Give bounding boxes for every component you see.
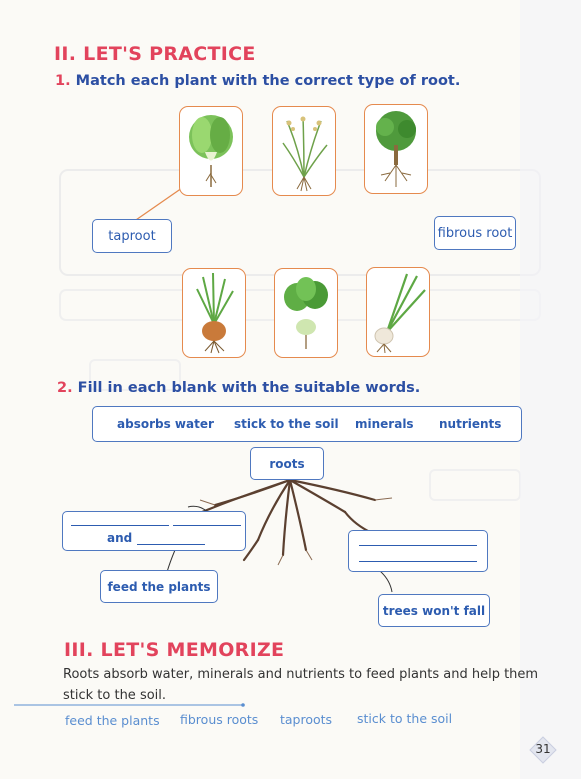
- memorize-line-1: Roots absorb water, minerals and nutrients to feed plants and help them: [63, 667, 539, 682]
- section-title-memorize: III. LET'S MEMORIZE: [64, 639, 285, 661]
- task-1-text: Match each plant with the correct type of root.: [75, 73, 461, 89]
- fibrous-root-box[interactable]: fibrous root: [434, 216, 516, 250]
- word-bank-item[interactable]: absorbs water: [117, 417, 214, 431]
- trees-wont-fall-box: trees won't fall: [378, 594, 490, 627]
- page-number: 31: [535, 742, 551, 756]
- option-stick-to-the-soil[interactable]: stick to the soil: [357, 711, 453, 726]
- word-bank-item[interactable]: stick to the soil: [234, 417, 339, 431]
- task-2-text: Fill in each blank with the suitable words.: [77, 380, 421, 396]
- page-number-badge: [529, 736, 557, 764]
- word-bank-item[interactable]: minerals: [355, 417, 414, 431]
- option-taproots[interactable]: taproots: [280, 712, 333, 727]
- feed-the-plants-box: feed the plants: [100, 570, 218, 603]
- memorize-line-2: stick to the soil.: [63, 688, 167, 703]
- option-fibrous-roots[interactable]: fibrous roots: [180, 712, 259, 727]
- word-bank-item[interactable]: nutrients: [439, 417, 502, 431]
- task-2-number: 2.: [57, 380, 73, 396]
- and-label: and: [107, 531, 133, 545]
- section-title-practice: II. LET'S PRACTICE: [54, 43, 256, 65]
- taproot-box[interactable]: taproot: [92, 219, 172, 253]
- roots-label: roots: [250, 447, 324, 480]
- task-1-number: 1.: [55, 73, 71, 89]
- option-feed-the-plants[interactable]: feed the plants: [65, 713, 160, 728]
